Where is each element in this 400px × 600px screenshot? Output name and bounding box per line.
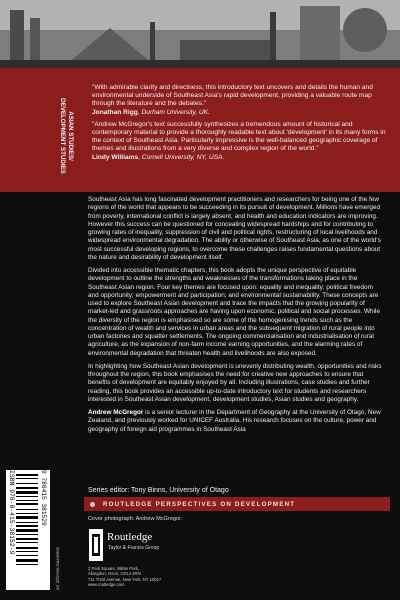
isbn-digits: 9 780415 381529 xyxy=(40,470,47,526)
quote-author: Lindy Williams xyxy=(92,153,139,161)
endorsement-2: "Andrew McGregor's text successfully synthesizes a tremendous amount of historical and contemporary material to provide a thoroughly readable text about 'development' in its many forms in the context of Southeast Asia. Particularly impressive is the well-balanced geographic coverage of themes and illustrations from a very diverse and complex region of the world." Lindy Williams, Cornell University, NY, USA. xyxy=(92,120,386,161)
blurb-paragraph-2: Divided into accessible thematic chapters, this book adopts the unique perspective of equitable development to outline the strengths and weaknesses of the transformations taking place in the Southeast Asian region. Four key themes are focused upon: equality and inequality; political freedom and opportunity; empowerment and participation; and environmental sustainability. These concepts are used to explore Southeast Asian development and trace the impacts that the growing popularity of market-led and grassroots approaches are having upon economic, political and social processes. While the diversity of the region is emphasised so are some of the homogenising trends such as the concentration of wealth and services in urban areas and the subsequent migration of rural people into urban factories and squatter settlements. The ongoing commercialisation and industrialisation of rural agriculture, as the expansion of non-farm income earning opportunities, and the alarming rates of environmental degradation that threaten health and livelihoods are also exposed. xyxy=(88,267,380,357)
spine-label xyxy=(50,86,74,186)
address-line: www.routledge.com xyxy=(88,582,125,588)
imprint-text: an informa business xyxy=(56,547,61,590)
publisher-block xyxy=(88,528,218,588)
endorsement-1: "With admirable clarity and directness, this introductory text uncovers and details the human and environmental underside of Southeast Asia's rapid development, providing a valuable route map through the literature and the debates." Jonathan Rigg, Durham University, UK. xyxy=(92,84,373,116)
series-name: ROUTLEDGE PERSPECTIVES ON DEVELOPMENT xyxy=(103,500,296,508)
barcode-icon xyxy=(16,474,38,586)
routledge-logo-icon xyxy=(88,528,104,562)
quote-author: Jonathan Rigg xyxy=(92,108,138,116)
author-bio-text: is a senior lecturer in the Department of Geography at the University of Otago, New Zealand, and previously worked for UNICEF Australia. His research focuses on the culture, power and geography of foreign aid programmes in Southeast Asia xyxy=(88,409,381,433)
spine-line-1: ASIAN STUDIES/ xyxy=(67,111,74,161)
publisher-address xyxy=(88,566,161,588)
address-line: 711 Third Avenue, New York, NY 10017 xyxy=(88,576,162,582)
series-editor: Series editor: Tony Binns, University of Otago xyxy=(88,487,229,494)
bullet-icon xyxy=(90,502,95,507)
blurb-paragraph-3: In highlighting how Southeast Asian development is unevenly distributing wealth, opportunities and risks throughout the region, this book emphasises the need for creative new approaches to ensure that benefits of development are equitably enjoyed by all. Including illustrations, case studies and further reading, this book provides an accessible up-to-date introductory text for students and researchers interested in Southeast Asian development, development studies, Asian studies and geography. xyxy=(88,362,382,403)
blurb-paragraph-1: Southeast Asia has long fascinated development practitioners and researchers for being one of the few regions of the world that appears to be succeeding in its pursuit of development. Millions have emerged from poverty, international conflict is largely absent, and health and education indicators are improving. However this success can be questioned for concealing widespread hardships and for contributing to growing rates of inequality, suppression of civil and political rights, restructuring of local livelihoods and widespread environmental degradation. The ability or otherwise of Southeast Asia, as one of the world's most successful developing regions, to overcome these challenges raises fundamental questions about the nature and desirability of development itself. xyxy=(88,196,381,261)
cover-photo-credit: Cover photograph: Andrew McGregor. xyxy=(88,516,183,522)
isbn-label: ISBN 978-0-415-38152-9 xyxy=(8,470,15,555)
publisher-name: Routledge xyxy=(107,531,153,543)
spine-text xyxy=(50,86,74,186)
publisher-group: Taylor & Francis Group xyxy=(108,545,160,551)
address-line: Abingdon, Oxon, OX14 4RN xyxy=(88,571,141,577)
author-bio xyxy=(88,409,384,434)
series-bar xyxy=(84,497,390,511)
blurb xyxy=(88,196,384,439)
quote-affiliation: Cornell University, NY, USA. xyxy=(141,153,225,161)
quote-text: "Andrew McGregor's text successfully synthesizes a tremendous amount of historical and contemporary material to provide a thoroughly readable text about 'development' in its many forms in the context of Southeast Asia. Particularly impressive is the well-balanced geographic coverage of themes and illustrations from a very diverse and complex region of the world." xyxy=(92,120,386,153)
barcode-panel xyxy=(6,470,50,590)
address-line: 2 Park Square, Milton Park, xyxy=(88,566,140,571)
quote-affiliation: Durham University, UK. xyxy=(141,108,210,116)
author-name: Andrew McGregor xyxy=(88,409,144,416)
quote-text: "With admirable clarity and directness, this introductory text uncovers and details the human and environmental underside of Southeast Asia's rapid development, providing a valuable route map through the literature and the debates." xyxy=(92,84,373,108)
endorsements xyxy=(92,84,388,166)
spine-line-2: DEVELOPMENT STUDIES xyxy=(59,98,66,174)
